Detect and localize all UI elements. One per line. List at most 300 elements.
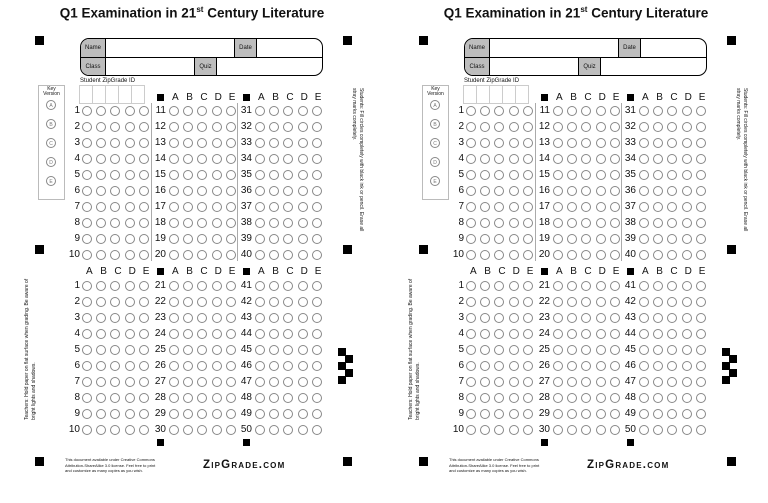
answer-bubble[interactable] <box>553 313 563 323</box>
answer-bubble[interactable] <box>596 218 606 228</box>
date-field[interactable] <box>641 39 706 57</box>
answer-bubble[interactable] <box>581 361 591 371</box>
answer-bubble[interactable] <box>596 234 606 244</box>
answer-bubble[interactable] <box>183 393 193 403</box>
answer-bubble[interactable] <box>255 170 265 180</box>
answer-bubble[interactable] <box>169 361 179 371</box>
answer-bubble[interactable] <box>696 409 706 419</box>
answer-bubble[interactable] <box>653 361 663 371</box>
answer-bubble[interactable] <box>110 313 120 323</box>
answer-bubble[interactable] <box>494 154 504 164</box>
answer-bubble[interactable] <box>466 170 476 180</box>
answer-bubble[interactable] <box>653 106 663 116</box>
answer-bubble[interactable] <box>82 361 92 371</box>
answer-bubble[interactable] <box>553 170 563 180</box>
student-id-cell[interactable] <box>131 85 145 104</box>
answer-bubble[interactable] <box>255 218 265 228</box>
answer-bubble[interactable] <box>480 250 490 260</box>
answer-bubble[interactable] <box>96 186 106 196</box>
answer-bubble[interactable] <box>125 281 135 291</box>
answer-bubble[interactable] <box>596 154 606 164</box>
answer-bubble[interactable] <box>581 329 591 339</box>
answer-bubble[interactable] <box>96 122 106 132</box>
answer-bubble[interactable] <box>639 345 649 355</box>
answer-bubble[interactable] <box>682 106 692 116</box>
answer-bubble[interactable] <box>682 361 692 371</box>
answer-bubble[interactable] <box>639 234 649 244</box>
answer-bubble[interactable] <box>480 425 490 435</box>
answer-bubble[interactable] <box>110 250 120 260</box>
answer-bubble[interactable] <box>283 393 293 403</box>
answer-bubble[interactable] <box>581 106 591 116</box>
answer-bubble[interactable] <box>696 186 706 196</box>
answer-bubble[interactable] <box>553 281 563 291</box>
answer-bubble[interactable] <box>110 186 120 196</box>
answer-bubble[interactable] <box>96 329 106 339</box>
answer-bubble[interactable] <box>169 218 179 228</box>
answer-bubble[interactable] <box>298 313 308 323</box>
answer-bubble[interactable] <box>480 186 490 196</box>
answer-bubble[interactable] <box>110 393 120 403</box>
answer-bubble[interactable] <box>110 281 120 291</box>
answer-bubble[interactable] <box>509 186 519 196</box>
answer-bubble[interactable] <box>197 122 207 132</box>
answer-bubble[interactable] <box>125 202 135 212</box>
answer-bubble[interactable] <box>667 106 677 116</box>
answer-bubble[interactable] <box>480 202 490 212</box>
answer-bubble[interactable] <box>312 106 322 116</box>
answer-bubble[interactable] <box>466 329 476 339</box>
answer-bubble[interactable] <box>682 425 692 435</box>
answer-bubble[interactable] <box>212 361 222 371</box>
answer-bubble[interactable] <box>494 409 504 419</box>
answer-bubble[interactable] <box>667 425 677 435</box>
answer-bubble[interactable] <box>82 218 92 228</box>
answer-bubble[interactable] <box>553 409 563 419</box>
answer-bubble[interactable] <box>312 409 322 419</box>
answer-bubble[interactable] <box>283 202 293 212</box>
answer-bubble[interactable] <box>653 202 663 212</box>
answer-bubble[interactable] <box>596 345 606 355</box>
answer-bubble[interactable] <box>494 345 504 355</box>
answer-bubble[interactable] <box>110 361 120 371</box>
answer-bubble[interactable] <box>581 345 591 355</box>
answer-bubble[interactable] <box>110 106 120 116</box>
answer-bubble[interactable] <box>667 281 677 291</box>
answer-bubble[interactable] <box>509 218 519 228</box>
answer-bubble[interactable] <box>197 186 207 196</box>
answer-bubble[interactable] <box>581 138 591 148</box>
student-id-grid[interactable] <box>79 85 145 103</box>
answer-bubble[interactable] <box>212 122 222 132</box>
answer-bubble[interactable] <box>283 186 293 196</box>
answer-bubble[interactable] <box>653 297 663 307</box>
answer-bubble[interactable] <box>567 250 577 260</box>
answer-bubble[interactable] <box>255 234 265 244</box>
answer-bubble[interactable] <box>312 234 322 244</box>
answer-bubble[interactable] <box>82 297 92 307</box>
answer-bubble[interactable] <box>480 345 490 355</box>
answer-bubble[interactable] <box>581 281 591 291</box>
answer-bubble[interactable] <box>596 409 606 419</box>
answer-bubble[interactable] <box>667 234 677 244</box>
answer-bubble[interactable] <box>298 122 308 132</box>
answer-bubble[interactable] <box>96 281 106 291</box>
answer-bubble[interactable] <box>255 138 265 148</box>
answer-bubble[interactable] <box>110 154 120 164</box>
answer-bubble[interactable] <box>653 250 663 260</box>
key-version-bubble[interactable]: E <box>430 176 440 186</box>
answer-bubble[interactable] <box>480 313 490 323</box>
answer-bubble[interactable] <box>212 377 222 387</box>
answer-bubble[interactable] <box>509 234 519 244</box>
answer-bubble[interactable] <box>298 377 308 387</box>
answer-bubble[interactable] <box>125 138 135 148</box>
answer-bubble[interactable] <box>212 409 222 419</box>
answer-bubble[interactable] <box>567 425 577 435</box>
answer-bubble[interactable] <box>682 202 692 212</box>
answer-bubble[interactable] <box>298 297 308 307</box>
answer-bubble[interactable] <box>283 154 293 164</box>
answer-bubble[interactable] <box>567 218 577 228</box>
answer-bubble[interactable] <box>312 313 322 323</box>
answer-bubble[interactable] <box>125 186 135 196</box>
answer-bubble[interactable] <box>494 170 504 180</box>
answer-bubble[interactable] <box>466 377 476 387</box>
answer-bubble[interactable] <box>283 218 293 228</box>
answer-bubble[interactable] <box>696 154 706 164</box>
answer-bubble[interactable] <box>509 393 519 403</box>
answer-bubble[interactable] <box>509 425 519 435</box>
answer-bubble[interactable] <box>480 361 490 371</box>
answer-bubble[interactable] <box>567 106 577 116</box>
answer-bubble[interactable] <box>466 186 476 196</box>
answer-bubble[interactable] <box>82 234 92 244</box>
answer-bubble[interactable] <box>255 425 265 435</box>
answer-bubble[interactable] <box>269 122 279 132</box>
answer-bubble[interactable] <box>269 202 279 212</box>
answer-bubble[interactable] <box>494 393 504 403</box>
answer-bubble[interactable] <box>480 154 490 164</box>
answer-bubble[interactable] <box>283 170 293 180</box>
answer-bubble[interactable] <box>567 154 577 164</box>
answer-bubble[interactable] <box>596 361 606 371</box>
answer-bubble[interactable] <box>696 234 706 244</box>
answer-bubble[interactable] <box>183 281 193 291</box>
answer-bubble[interactable] <box>653 377 663 387</box>
answer-bubble[interactable] <box>96 393 106 403</box>
answer-bubble[interactable] <box>682 234 692 244</box>
answer-bubble[interactable] <box>269 170 279 180</box>
answer-bubble[interactable] <box>553 138 563 148</box>
answer-bubble[interactable] <box>169 154 179 164</box>
answer-bubble[interactable] <box>255 409 265 419</box>
answer-bubble[interactable] <box>596 186 606 196</box>
class-field[interactable] <box>490 58 578 76</box>
answer-bubble[interactable] <box>653 234 663 244</box>
answer-bubble[interactable] <box>596 393 606 403</box>
answer-bubble[interactable] <box>255 345 265 355</box>
answer-bubble[interactable] <box>667 122 677 132</box>
name-field[interactable] <box>106 39 234 57</box>
answer-bubble[interactable] <box>581 170 591 180</box>
answer-bubble[interactable] <box>553 361 563 371</box>
answer-bubble[interactable] <box>169 425 179 435</box>
answer-bubble[interactable] <box>639 218 649 228</box>
answer-bubble[interactable] <box>509 377 519 387</box>
answer-bubble[interactable] <box>96 425 106 435</box>
answer-bubble[interactable] <box>283 122 293 132</box>
answer-bubble[interactable] <box>212 297 222 307</box>
answer-bubble[interactable] <box>255 202 265 212</box>
answer-bubble[interactable] <box>269 345 279 355</box>
answer-bubble[interactable] <box>298 106 308 116</box>
answer-bubble[interactable] <box>82 329 92 339</box>
answer-bubble[interactable] <box>255 377 265 387</box>
answer-bubble[interactable] <box>567 122 577 132</box>
answer-bubble[interactable] <box>567 393 577 403</box>
key-version-bubble[interactable]: C <box>46 138 56 148</box>
answer-bubble[interactable] <box>212 154 222 164</box>
answer-bubble[interactable] <box>212 138 222 148</box>
key-version-bubble[interactable]: A <box>430 100 440 110</box>
answer-bubble[interactable] <box>197 297 207 307</box>
answer-bubble[interactable] <box>169 122 179 132</box>
answer-bubble[interactable] <box>298 393 308 403</box>
answer-bubble[interactable] <box>212 281 222 291</box>
answer-bubble[interactable] <box>653 281 663 291</box>
answer-bubble[interactable] <box>125 154 135 164</box>
answer-bubble[interactable] <box>197 281 207 291</box>
answer-bubble[interactable] <box>581 250 591 260</box>
answer-bubble[interactable] <box>639 361 649 371</box>
answer-bubble[interactable] <box>480 409 490 419</box>
answer-bubble[interactable] <box>553 106 563 116</box>
answer-bubble[interactable] <box>110 202 120 212</box>
answer-bubble[interactable] <box>183 361 193 371</box>
answer-bubble[interactable] <box>653 345 663 355</box>
answer-bubble[interactable] <box>466 250 476 260</box>
answer-bubble[interactable] <box>509 154 519 164</box>
key-version-bubble[interactable]: A <box>46 100 56 110</box>
answer-bubble[interactable] <box>682 122 692 132</box>
student-id-cell[interactable] <box>105 85 119 104</box>
answer-bubble[interactable] <box>82 377 92 387</box>
answer-bubble[interactable] <box>494 377 504 387</box>
answer-bubble[interactable] <box>653 313 663 323</box>
answer-bubble[interactable] <box>312 202 322 212</box>
answer-bubble[interactable] <box>639 154 649 164</box>
answer-bubble[interactable] <box>509 361 519 371</box>
answer-bubble[interactable] <box>494 234 504 244</box>
student-id-cell[interactable] <box>463 85 477 104</box>
answer-bubble[interactable] <box>82 425 92 435</box>
answer-bubble[interactable] <box>212 170 222 180</box>
answer-bubble[interactable] <box>682 281 692 291</box>
answer-bubble[interactable] <box>197 138 207 148</box>
answer-bubble[interactable] <box>269 329 279 339</box>
answer-bubble[interactable] <box>639 106 649 116</box>
answer-bubble[interactable] <box>639 313 649 323</box>
answer-bubble[interactable] <box>682 313 692 323</box>
answer-bubble[interactable] <box>653 409 663 419</box>
answer-bubble[interactable] <box>82 409 92 419</box>
answer-bubble[interactable] <box>553 345 563 355</box>
answer-bubble[interactable] <box>682 138 692 148</box>
answer-bubble[interactable] <box>509 297 519 307</box>
answer-bubble[interactable] <box>183 377 193 387</box>
answer-bubble[interactable] <box>312 122 322 132</box>
answer-bubble[interactable] <box>480 218 490 228</box>
answer-bubble[interactable] <box>581 377 591 387</box>
answer-bubble[interactable] <box>509 345 519 355</box>
answer-bubble[interactable] <box>298 138 308 148</box>
answer-bubble[interactable] <box>567 234 577 244</box>
answer-bubble[interactable] <box>110 138 120 148</box>
answer-bubble[interactable] <box>169 138 179 148</box>
answer-bubble[interactable] <box>667 218 677 228</box>
answer-bubble[interactable] <box>82 186 92 196</box>
answer-bubble[interactable] <box>125 425 135 435</box>
answer-bubble[interactable] <box>596 202 606 212</box>
answer-bubble[interactable] <box>255 329 265 339</box>
answer-bubble[interactable] <box>480 393 490 403</box>
answer-bubble[interactable] <box>183 250 193 260</box>
answer-bubble[interactable] <box>197 345 207 355</box>
answer-bubble[interactable] <box>269 234 279 244</box>
answer-bubble[interactable] <box>82 138 92 148</box>
answer-bubble[interactable] <box>494 361 504 371</box>
answer-bubble[interactable] <box>96 154 106 164</box>
answer-bubble[interactable] <box>312 170 322 180</box>
answer-bubble[interactable] <box>255 281 265 291</box>
answer-bubble[interactable] <box>581 122 591 132</box>
answer-bubble[interactable] <box>553 377 563 387</box>
answer-bubble[interactable] <box>125 409 135 419</box>
answer-bubble[interactable] <box>283 106 293 116</box>
answer-bubble[interactable] <box>682 154 692 164</box>
answer-bubble[interactable] <box>466 425 476 435</box>
answer-bubble[interactable] <box>125 234 135 244</box>
answer-bubble[interactable] <box>553 218 563 228</box>
answer-bubble[interactable] <box>125 345 135 355</box>
answer-bubble[interactable] <box>298 154 308 164</box>
answer-bubble[interactable] <box>110 297 120 307</box>
answer-bubble[interactable] <box>509 202 519 212</box>
answer-bubble[interactable] <box>110 409 120 419</box>
answer-bubble[interactable] <box>255 361 265 371</box>
answer-bubble[interactable] <box>696 297 706 307</box>
answer-bubble[interactable] <box>269 106 279 116</box>
answer-bubble[interactable] <box>494 186 504 196</box>
answer-bubble[interactable] <box>466 345 476 355</box>
answer-bubble[interactable] <box>696 425 706 435</box>
answer-bubble[interactable] <box>110 329 120 339</box>
answer-bubble[interactable] <box>197 377 207 387</box>
answer-bubble[interactable] <box>255 297 265 307</box>
answer-bubble[interactable] <box>197 425 207 435</box>
answer-bubble[interactable] <box>509 170 519 180</box>
answer-bubble[interactable] <box>509 106 519 116</box>
answer-bubble[interactable] <box>466 234 476 244</box>
answer-bubble[interactable] <box>269 154 279 164</box>
answer-bubble[interactable] <box>653 393 663 403</box>
answer-bubble[interactable] <box>197 218 207 228</box>
answer-bubble[interactable] <box>466 297 476 307</box>
answer-bubble[interactable] <box>696 106 706 116</box>
answer-bubble[interactable] <box>696 393 706 403</box>
answer-bubble[interactable] <box>667 377 677 387</box>
answer-bubble[interactable] <box>212 186 222 196</box>
answer-bubble[interactable] <box>269 361 279 371</box>
answer-bubble[interactable] <box>212 329 222 339</box>
answer-bubble[interactable] <box>696 202 706 212</box>
answer-bubble[interactable] <box>466 313 476 323</box>
answer-bubble[interactable] <box>212 425 222 435</box>
answer-bubble[interactable] <box>509 329 519 339</box>
answer-bubble[interactable] <box>494 425 504 435</box>
answer-bubble[interactable] <box>125 297 135 307</box>
answer-bubble[interactable] <box>696 281 706 291</box>
answer-bubble[interactable] <box>567 186 577 196</box>
date-field[interactable] <box>257 39 322 57</box>
answer-bubble[interactable] <box>283 329 293 339</box>
answer-bubble[interactable] <box>298 281 308 291</box>
answer-bubble[interactable] <box>639 297 649 307</box>
answer-bubble[interactable] <box>667 138 677 148</box>
answer-bubble[interactable] <box>197 361 207 371</box>
answer-bubble[interactable] <box>639 250 649 260</box>
answer-bubble[interactable] <box>480 329 490 339</box>
answer-bubble[interactable] <box>553 297 563 307</box>
answer-bubble[interactable] <box>169 202 179 212</box>
answer-bubble[interactable] <box>312 250 322 260</box>
answer-bubble[interactable] <box>197 234 207 244</box>
answer-bubble[interactable] <box>466 393 476 403</box>
answer-bubble[interactable] <box>312 345 322 355</box>
answer-bubble[interactable] <box>312 281 322 291</box>
answer-bubble[interactable] <box>596 297 606 307</box>
answer-bubble[interactable] <box>667 393 677 403</box>
answer-bubble[interactable] <box>82 106 92 116</box>
answer-bubble[interactable] <box>197 409 207 419</box>
answer-bubble[interactable] <box>596 250 606 260</box>
answer-bubble[interactable] <box>82 345 92 355</box>
answer-bubble[interactable] <box>96 313 106 323</box>
answer-bubble[interactable] <box>682 250 692 260</box>
key-version-bubble[interactable]: C <box>430 138 440 148</box>
answer-bubble[interactable] <box>197 329 207 339</box>
student-id-cell[interactable] <box>502 85 516 104</box>
answer-bubble[interactable] <box>298 250 308 260</box>
student-id-cell[interactable] <box>118 85 132 104</box>
answer-bubble[interactable] <box>283 297 293 307</box>
answer-bubble[interactable] <box>255 186 265 196</box>
answer-bubble[interactable] <box>653 186 663 196</box>
answer-bubble[interactable] <box>596 281 606 291</box>
answer-bubble[interactable] <box>283 234 293 244</box>
answer-bubble[interactable] <box>639 122 649 132</box>
student-id-cell[interactable] <box>476 85 490 104</box>
answer-bubble[interactable] <box>480 122 490 132</box>
answer-bubble[interactable] <box>567 409 577 419</box>
answer-bubble[interactable] <box>169 170 179 180</box>
answer-bubble[interactable] <box>96 345 106 355</box>
answer-bubble[interactable] <box>480 138 490 148</box>
answer-bubble[interactable] <box>696 345 706 355</box>
answer-bubble[interactable] <box>183 122 193 132</box>
answer-bubble[interactable] <box>567 281 577 291</box>
